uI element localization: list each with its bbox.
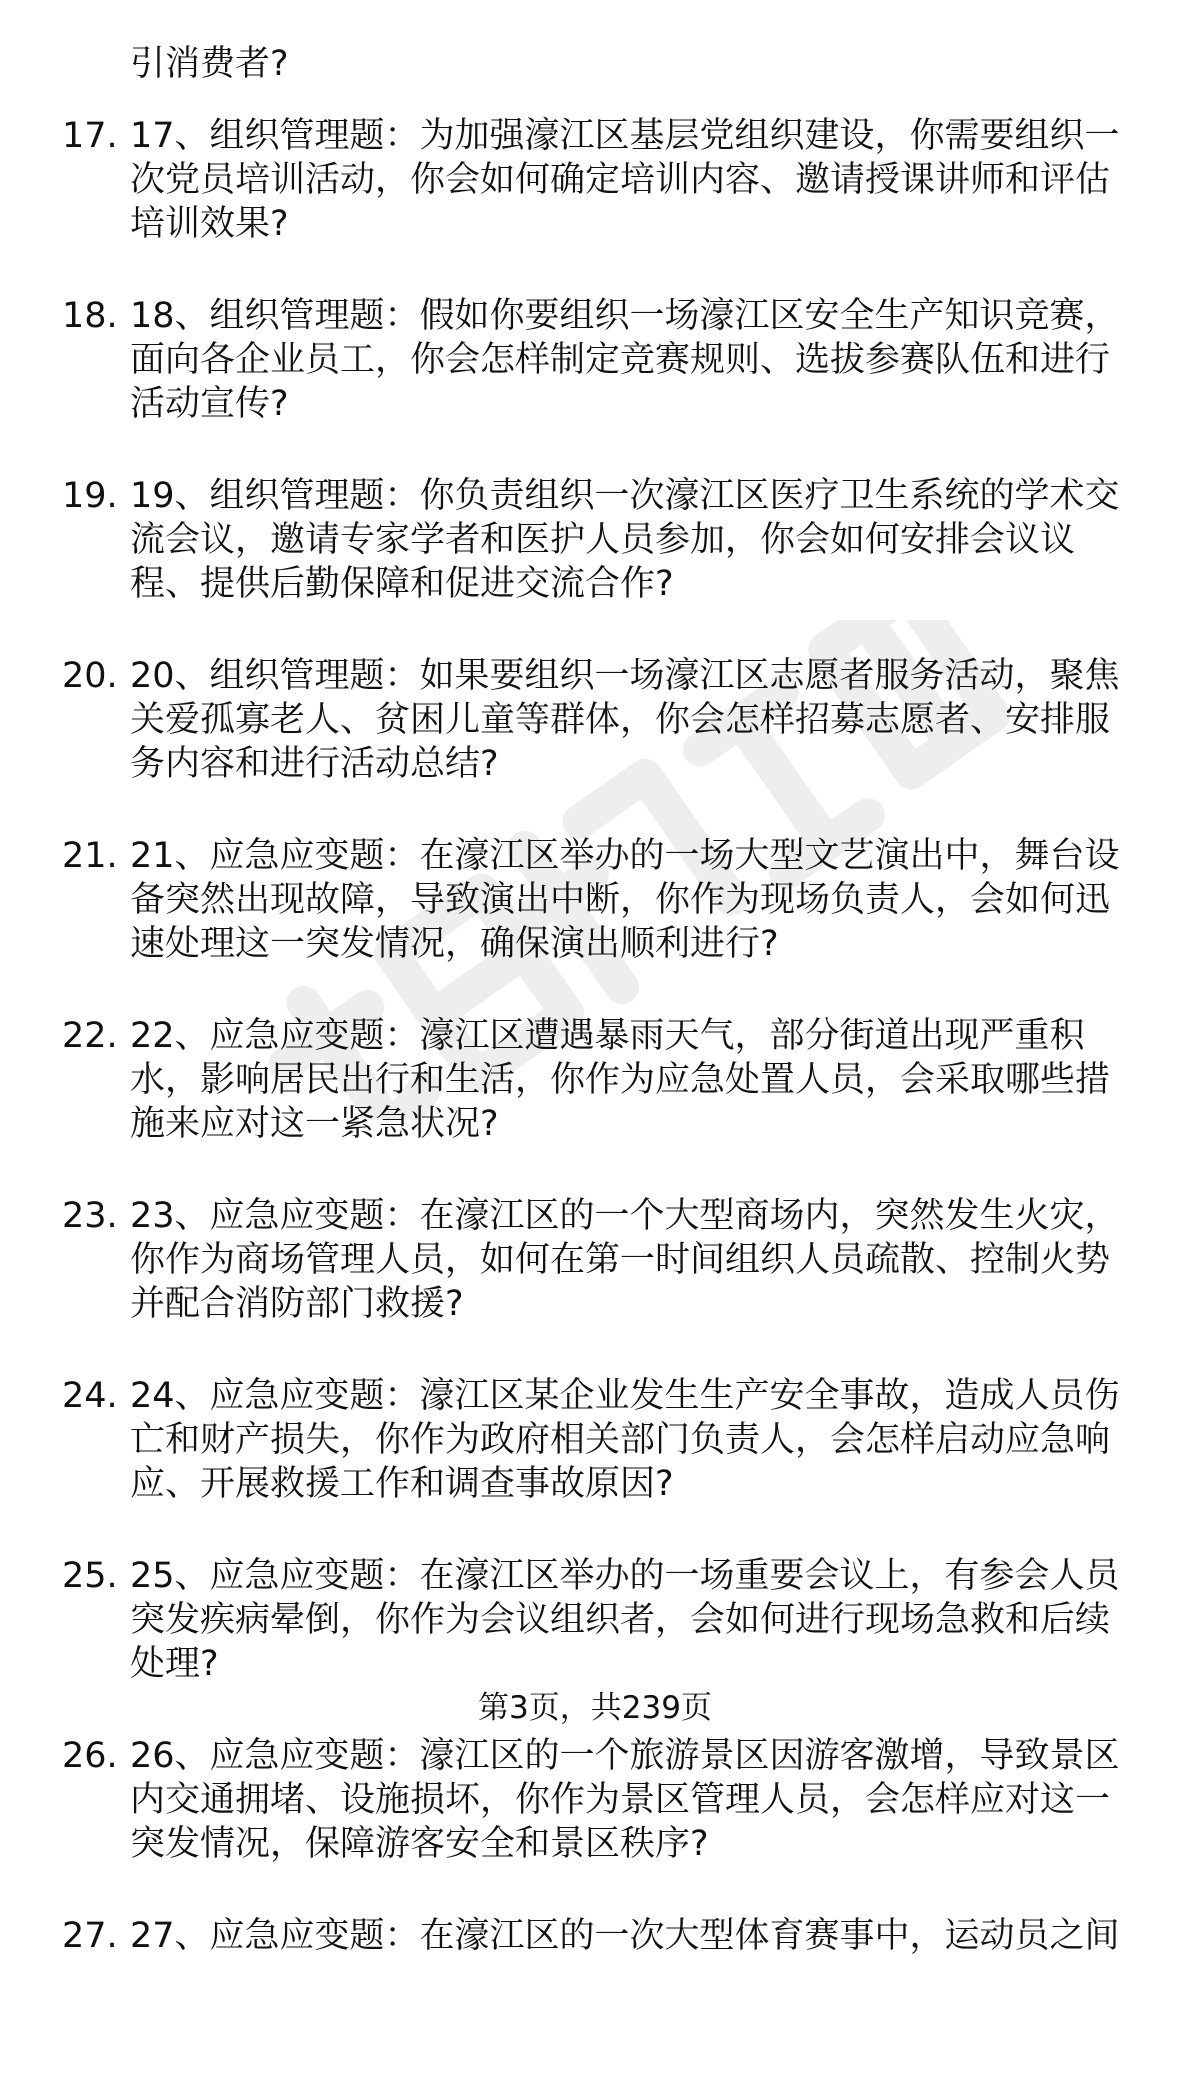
text-line: 面向各企业员工，你会怎样制定竞赛规则、选拔参赛队伍和进行 (130, 340, 1111, 380)
text-line: 18、组织管理题：假如你要组织一场濠江区安全生产知识竞赛， (130, 296, 1120, 336)
text-line: 次党员培训活动，你会如何确定培训内容、邀请授课讲师和评估 (130, 160, 1111, 200)
text-line: 活动宣传? (130, 384, 289, 424)
list-item-text (130, 1194, 1120, 1326)
list-item-text (130, 474, 1120, 606)
list-item-text (130, 834, 1120, 966)
list-item-number: 27. (62, 1916, 118, 1956)
text-line: 17、组织管理题：为加强濠江区基层党组织建设，你需要组织一 (130, 116, 1120, 156)
text-line: 亡和财产损失，你作为政府相关部门负责人，会怎样启动应急响 (130, 1420, 1111, 1460)
list-item-number: 24. (62, 1376, 118, 1416)
list-item-number: 21. (62, 836, 118, 876)
text-line: 务内容和进行活动总结? (130, 744, 499, 784)
question-list (0, 114, 1190, 2094)
list-item-number: 22. (62, 1016, 118, 1056)
text-line: 处理? (130, 1644, 219, 1684)
list-item-text (130, 1014, 1110, 1146)
text-line: 内交通拥堵、设施损坏，你作为景区管理人员，会怎样应对这一 (130, 1780, 1111, 1820)
list-item-text (130, 114, 1120, 246)
text-line: 你作为商场管理人员，如何在第一时间组织人员疏散、控制火势 (130, 1240, 1111, 1280)
list-item (0, 1914, 1190, 2094)
text-line: 流会议，邀请专家学者和医护人员参加，你会如何安排会议议 (130, 520, 1076, 560)
list-item-text (130, 1554, 1120, 1686)
list-item-text (130, 1374, 1120, 1506)
list-item-text (130, 1914, 1120, 1958)
list-item (0, 1734, 1190, 1914)
text-line: 23、应急应变题：在濠江区的一个大型商场内，突然发生火灾， (130, 1196, 1120, 1236)
text-line: 关爱孤寡老人、贫困儿童等群体，你会怎样招募志愿者、安排服 (130, 700, 1111, 740)
text-line: 20、组织管理题：如果要组织一场濠江区志愿者服务活动，聚焦 (130, 656, 1120, 696)
text-line: 培训效果? (130, 204, 289, 244)
list-item (0, 294, 1190, 474)
list-item-text (130, 1734, 1120, 1866)
list-item (0, 834, 1190, 1014)
text-line: 25、应急应变题：在濠江区举办的一场重要会议上，有参会人员 (130, 1556, 1120, 1596)
list-item (0, 1194, 1190, 1374)
text-line: 24、应急应变题：濠江区某企业发生生产安全事故，造成人员伤 (130, 1376, 1120, 1416)
list-item-number: 25. (62, 1556, 118, 1596)
list-item-text (130, 654, 1120, 786)
text-line: 19、组织管理题：你负责组织一次濠江区医疗卫生系统的学术交 (130, 476, 1120, 516)
list-item-number: 18. (62, 296, 118, 336)
text-line: 突发疾病晕倒，你作为会议组织者，会如何进行现场急救和后续 (130, 1600, 1111, 1640)
text-line: 程、提供后勤保障和促进交流合作? (130, 564, 674, 604)
list-item-number: 23. (62, 1196, 118, 1236)
text-line: 水，影响居民出行和生活，你作为应急处置人员，会采取哪些措 (130, 1060, 1111, 1100)
list-item (0, 654, 1190, 834)
text-line: 速处理这一突发情况，确保演出顺利进行? (130, 924, 779, 964)
text-line: 施来应对这一紧急状况? (130, 1104, 499, 1144)
list-item (0, 1374, 1190, 1554)
carryover-text: 引消费者? (130, 44, 289, 84)
list-item (0, 474, 1190, 654)
text-line: 应、开展救援工作和调查事故原因? (130, 1464, 674, 1504)
list-item (0, 114, 1190, 294)
text-line: 21、应急应变题：在濠江区举办的一场大型文艺演出中，舞台设 (130, 836, 1120, 876)
list-item-number: 26. (62, 1736, 118, 1776)
page-number: 第3页，共239页 (478, 1690, 712, 1726)
list-item-text (130, 294, 1120, 426)
text-line: 26、应急应变题：濠江区的一个旅游景区因游客激增，导致景区 (130, 1736, 1120, 1776)
list-item-number: 19. (62, 476, 118, 516)
list-item-number: 17. (62, 116, 118, 156)
text-line: 27、应急应变题：在濠江区的一次大型体育赛事中，运动员之间 (130, 1916, 1120, 1956)
text-line: 突发情况，保障游客安全和景区秩序? (130, 1824, 709, 1864)
list-item-number: 20. (62, 656, 118, 696)
text-line: 备突然出现故障，导致演出中断，你作为现场负责人，会如何迅 (130, 880, 1111, 920)
list-item (0, 1014, 1190, 1194)
text-line: 并配合消防部门救援? (130, 1284, 464, 1324)
text-line: 22、应急应变题：濠江区遭遇暴雨天气，部分街道出现严重积 (130, 1016, 1085, 1056)
